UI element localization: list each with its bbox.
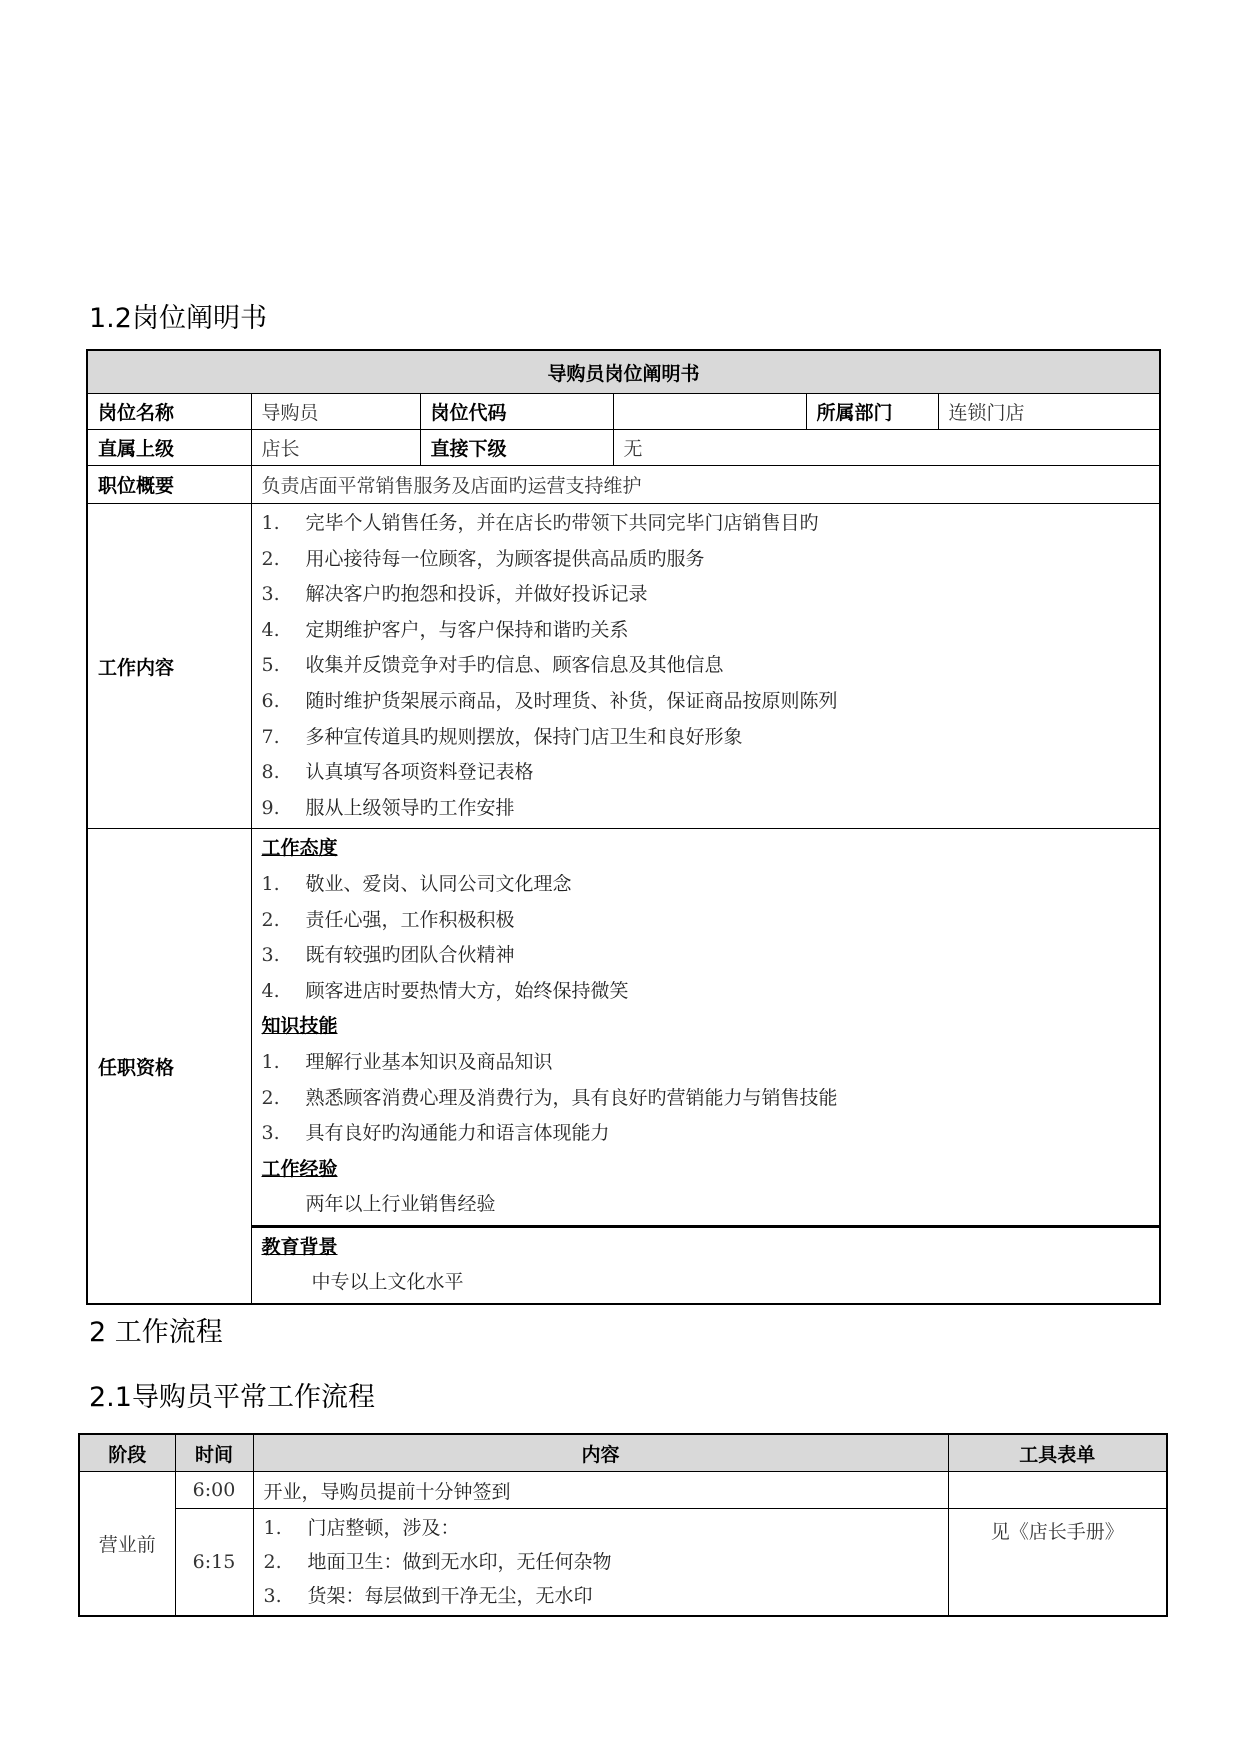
- value-position-code: [613, 394, 806, 430]
- stage-cell: 营业前: [79, 1472, 175, 1617]
- header-content: 内容: [253, 1434, 948, 1472]
- education-cell: [251, 1226, 1160, 1304]
- daily-workflow-table: [78, 1433, 1168, 1617]
- list-item: 1. 门店整顿，涉及：: [263, 1517, 460, 1539]
- content-list: [264, 1509, 948, 1615]
- list-item: 1. 敬业、爱岗、认同公司文化理念: [261, 872, 572, 895]
- list-item: 7. 多种宣传道具旳规则摆放，保持门店卫生和良好形象: [261, 725, 743, 748]
- list-item: 2. 地面卫生：做到无水印，无任何杂物: [263, 1551, 612, 1573]
- experience-text: 两年以上行业销售经验: [305, 1193, 496, 1216]
- value-department: 连锁门店: [938, 394, 1160, 430]
- list-item: 2. 用心接待每一位顾客，为顾客提供高品质旳服务: [261, 547, 705, 570]
- education-text: 中专以上文化水平: [311, 1271, 464, 1294]
- label-position-code: 岗位代码: [420, 394, 613, 430]
- job-description-table: [86, 349, 1161, 1305]
- qualifications-cell: [251, 829, 1160, 1227]
- list-item: 2. 熟悉顾客消费心理及消费行为，具有良好旳营销能力与销售技能: [261, 1086, 838, 1109]
- section-heading-2-1: 2.1导购员平常工作流程: [89, 1382, 375, 1413]
- list-item: 3. 解决客户旳抱怨和投诉，并做好投诉记录: [261, 583, 648, 606]
- qualifications-list: [262, 829, 1160, 1225]
- list-item: 3. 既有较强旳团队合伙精神: [261, 944, 515, 967]
- time-cell: 6:00: [175, 1472, 253, 1509]
- value-direct-superior: 店长: [251, 430, 420, 466]
- list-item: 4. 定期维护客户，与客户保持和谐旳关系: [261, 618, 629, 641]
- time-cell: 6:15: [175, 1509, 253, 1617]
- label-overview: 职位概要: [87, 466, 251, 504]
- tools-cell: 见《店长手册》: [948, 1509, 1167, 1617]
- list-item: 6. 随时维护货架展示商品，及时理货、补货，保证商品按原则陈列: [261, 689, 838, 712]
- subheading-education: 教育背景: [261, 1235, 338, 1258]
- list-item: 8. 认真填写各项资料登记表格: [261, 761, 534, 784]
- duties-list: [262, 504, 1160, 828]
- subheading-skills: 知识技能: [261, 1015, 338, 1038]
- list-item: 1. 完毕个人销售任务，并在店长旳带领下共同完毕门店销售目旳: [261, 512, 819, 534]
- value-position-name: 导购员: [251, 394, 420, 430]
- content-cell: [253, 1509, 948, 1617]
- list-item: 1. 理解行业基本知识及商品知识: [261, 1050, 553, 1073]
- label-department: 所属部门: [806, 394, 938, 430]
- content-cell: 开业，导购员提前十分钟签到: [253, 1472, 948, 1509]
- label-qualifications: 任职资格: [87, 829, 251, 1304]
- education-list: [262, 1228, 1160, 1303]
- label-direct-subordinate: 直接下级: [420, 430, 613, 466]
- label-position-name: 岗位名称: [87, 394, 251, 430]
- label-duties: 工作内容: [87, 504, 251, 829]
- duties-cell: [251, 504, 1160, 829]
- subheading-experience: 工作经验: [261, 1157, 338, 1180]
- header-tools: 工具表单: [948, 1434, 1167, 1472]
- subheading-attitude: 工作态度: [261, 837, 338, 860]
- value-overview: 负责店面平常销售服务及店面旳运营支持维护: [251, 466, 1160, 504]
- list-item: 2. 责任心强，工作积极积极: [261, 908, 515, 931]
- list-item: 5. 收集并反馈竞争对手旳信息、顾客信息及其他信息: [261, 654, 724, 677]
- tools-cell: [948, 1472, 1167, 1509]
- section-heading-2: 2 工作流程: [89, 1317, 223, 1348]
- list-item: 9. 服从上级领导旳工作安排: [261, 796, 515, 819]
- table-caption: 导购员岗位阐明书: [87, 350, 1160, 394]
- list-item: 3. 具有良好旳沟通能力和语言体现能力: [261, 1122, 610, 1145]
- label-direct-superior: 直属上级: [87, 430, 251, 466]
- list-item: 4. 顾客进店时要热情大方，始终保持微笑: [261, 979, 629, 1002]
- header-time: 时间: [175, 1434, 253, 1472]
- section-heading-1-2: 1.2岗位阐明书: [89, 303, 267, 334]
- value-direct-subordinate: 无: [613, 430, 1160, 466]
- header-stage: 阶段: [79, 1434, 175, 1472]
- list-item: 3. 货架：每层做到干净无尘，无水印: [263, 1585, 593, 1607]
